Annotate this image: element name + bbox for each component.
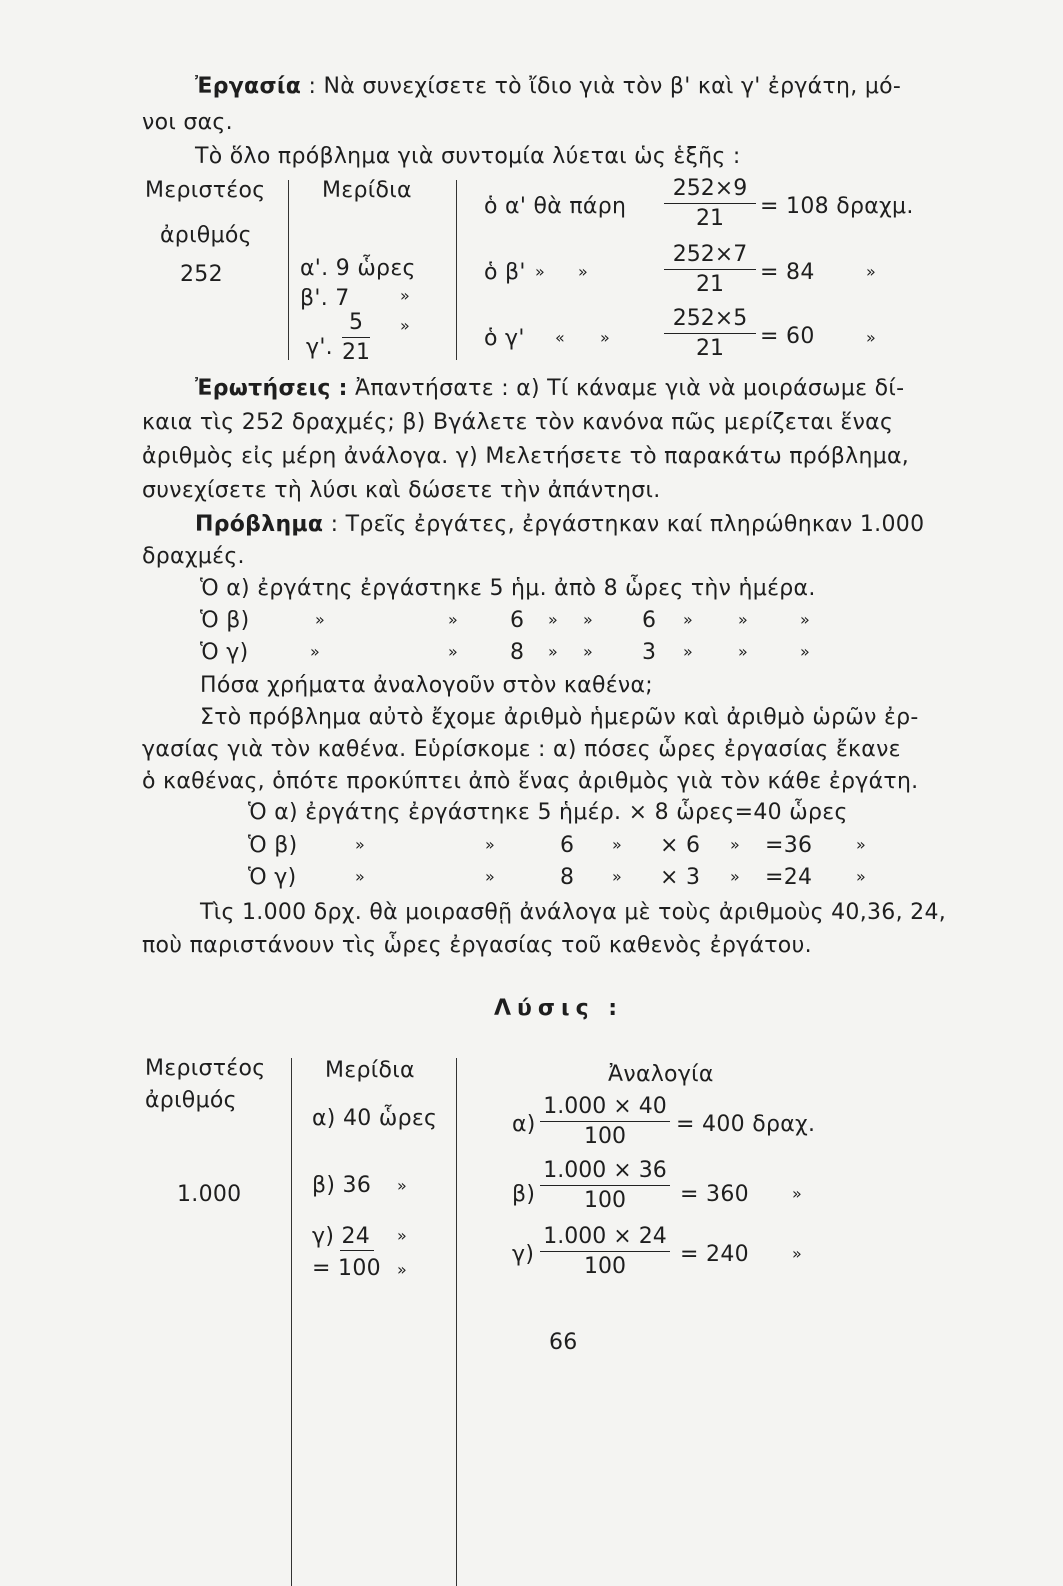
t2-sum-line [340, 1250, 374, 1251]
worker-b-ditto-6: » [738, 610, 749, 629]
calc-c-label: Ὁ γ) [248, 865, 297, 890]
t2-header-dividend: Μεριστέος [145, 1056, 266, 1081]
problem-question: Πόσα χρήματα ἀναλογοῦν στὸν καθένα; [200, 673, 654, 698]
t2-row-c-fraction [540, 1226, 670, 1278]
t2-header-ratio: Ἀναλογία [608, 1062, 714, 1087]
solution-heading: Λύσις : [494, 996, 624, 1021]
t1-divider-2 [456, 180, 457, 360]
calc-c-ditto-3: » [612, 867, 623, 886]
t1-header-shares: Μερίδια [322, 178, 412, 203]
problem-line-2: δραχμές. [142, 544, 245, 569]
t1-row-b-who: ὁ β' [484, 260, 526, 285]
calc-worker-a: Ὁ α) ἐργάτης ἐργάστηκε 5 ἡμέρ. × 8 ὧρες=40 ὧρες [248, 800, 848, 825]
questions-label: Ἐρωτήσεις : [195, 376, 348, 401]
calc-c-ditto-1: » [355, 867, 366, 886]
problem-text-1: : Τρεῖς ἐργάτες, ἐργάστηκαν καί πληρώθηκαν 1.000 [330, 512, 925, 537]
t1-share-b: β'. 7 [300, 286, 350, 311]
problem-para-2: γασίας γιὰ τὸν καθένα. Εὑρίσκομε : α) πόσες ὧρες ἐργασίας ἔκανε [142, 737, 901, 762]
worker-b-ditto-2: » [448, 610, 459, 629]
t1-row-c-den: 21 [664, 333, 756, 360]
t1-row-c-ditto-3: » [866, 328, 877, 347]
t2-row-b-num: 1.000 × 36 [543, 1158, 667, 1183]
worker-b-hours: 6 [642, 608, 657, 633]
calc-b-mult: × 6 [660, 833, 701, 858]
worker-b-ditto-3: » [548, 610, 559, 629]
worker-b-ditto-5: » [683, 610, 694, 629]
t2-row-c-ditto: » [792, 1244, 803, 1263]
t2-row-b-fraction [540, 1160, 670, 1212]
t1-row-c-result: = 60 [760, 324, 815, 349]
t2-share-b-ditto: » [397, 1176, 408, 1195]
t1-row-b-ditto-3: » [866, 262, 877, 281]
questions-line-3: ἀριθμὸς εἰς μέρη ἀνάλογα. γ) Μελετήσετε τὸ παρακάτω πρόβλημα, [142, 444, 910, 469]
t1-dividend-value: 252 [180, 262, 223, 287]
t1-share-c: γ'. [306, 335, 333, 360]
worker-b-label: Ὁ β) [200, 608, 250, 633]
t2-row-a-den: 100 [540, 1121, 670, 1148]
t2-share-c: γ) 24 [312, 1224, 371, 1249]
worker-c-ditto-6: » [738, 642, 749, 661]
t2-row-c-label: γ) [512, 1242, 535, 1267]
t2-share-a: α) 40 ὧρες [312, 1106, 438, 1131]
problem-para-1: Στὸ πρόβλημα αὐτὸ ἔχομε ἀριθμὸ ἡμερῶν καὶ ἀριθμὸ ὡρῶν ἐρ- [200, 705, 919, 730]
worker-c-ditto-4: » [583, 642, 594, 661]
t2-share-sum-ditto: » [397, 1260, 408, 1279]
t1-share-c-den: 21 [342, 337, 370, 364]
calc-c-ditto-5: » [856, 867, 867, 886]
worker-c-ditto-1: » [310, 642, 321, 661]
t1-row-b-ditto-1: » [535, 262, 546, 281]
t2-divider-1 [291, 1058, 292, 1586]
t2-dividend-value: 1.000 [177, 1182, 242, 1207]
intro-text-1: : Νὰ συνεχίσετε τὸ ἴδιο γιὰ τὸν β' καὶ γ' ἐργάτη, μό- [308, 74, 902, 99]
intro-line-2: νοι σας. [142, 110, 233, 135]
worker-b-ditto-7: » [800, 610, 811, 629]
calc-b-label: Ὁ β) [248, 833, 298, 858]
t1-share-c-ditto: » [400, 316, 411, 335]
t1-row-a-who: ὁ α' θὰ πάρη [484, 194, 627, 219]
worker-c-ditto-7: » [800, 642, 811, 661]
t1-row-c-fraction [664, 308, 756, 360]
problem-worker-a: Ὁ α) ἐργάτης ἐργάστηκε 5 ἡμ. ἀπὸ 8 ὧρες τὴν ἡμέρα. [200, 576, 816, 601]
worker-c-hours: 3 [642, 640, 657, 665]
t1-row-a-result: = 108 δραχμ. [760, 194, 914, 219]
calc-b-ditto-2: » [485, 835, 496, 854]
t2-row-a-result: = 400 δραχ. [676, 1112, 816, 1137]
t1-row-b-result: = 84 [760, 260, 815, 285]
t2-divider-2 [456, 1058, 457, 1586]
t1-row-c-num: 252×5 [672, 306, 748, 331]
worker-c-ditto-3: » [548, 642, 559, 661]
t2-row-c-result: = 240 [680, 1242, 749, 1267]
t2-header-shares: Μερίδια [325, 1058, 415, 1083]
t1-row-b-ditto-2: » [578, 262, 589, 281]
t2-row-b-label: β) [512, 1182, 536, 1207]
questions-line-4: συνεχίσετε τὴ λύσι καὶ δώσετε τὴν ἀπάντησι. [142, 478, 661, 503]
calc-b-ditto-1: » [355, 835, 366, 854]
t2-row-a-label: α) [512, 1112, 536, 1137]
t1-row-c-ditto-2: » [600, 328, 611, 347]
t2-share-sum: = 100 [312, 1256, 381, 1281]
worker-b-ditto-1: » [315, 610, 326, 629]
t1-row-b-den: 21 [664, 269, 756, 296]
t1-row-b-fraction [664, 244, 756, 296]
t1-row-a-fraction [664, 178, 756, 230]
t2-row-b-ditto: » [792, 1184, 803, 1203]
calc-b-ditto-4: » [730, 835, 741, 854]
t1-row-a-num: 252×9 [672, 176, 748, 201]
worker-c-days: 8 [510, 640, 525, 665]
t2-header-number: ἀριθμός [145, 1088, 237, 1113]
t2-row-a-fraction [540, 1096, 670, 1148]
total-line-1: Τὶς 1.000 δρχ. θὰ μοιρασθῇ ἀνάλογα μὲ τοὺς ἀριθμοὺς 40,36, 24, [200, 900, 947, 925]
t2-share-b: β) 36 [312, 1173, 372, 1198]
problem-para-3: ὁ καθένας, ὁπότε προκύπτει ἀπὸ ἕνας ἀριθμὸς γιὰ τὸν κάθε ἐργάτη. [142, 769, 919, 794]
t1-share-b-ditto: » [400, 286, 411, 305]
worker-b-ditto-4: » [583, 610, 594, 629]
t1-row-a-den: 21 [664, 203, 756, 230]
t2-row-b-den: 100 [540, 1185, 670, 1212]
t1-divider-1 [288, 180, 289, 360]
calc-c-result: =24 [765, 865, 813, 890]
calc-b-ditto-3: » [612, 835, 623, 854]
t1-row-b-num: 252×7 [672, 242, 748, 267]
page-number: 66 [549, 1330, 578, 1355]
calc-b-result: =36 [765, 833, 813, 858]
t2-share-c-ditto: » [397, 1226, 408, 1245]
worker-c-label: Ὁ γ) [200, 640, 249, 665]
questions-text-1: Ἀπαντήσατε : α) Τί κάναμε γιὰ νὰ μοιράσωμε δί- [355, 376, 905, 401]
calc-c-mult: × 3 [660, 865, 701, 890]
t1-header-number: ἀριθμός [160, 223, 252, 248]
t1-header-dividend: Μεριστέος [145, 178, 266, 203]
t2-row-b-result: = 360 [680, 1182, 749, 1207]
intro-line-1 [195, 76, 901, 98]
intro-label: Ἐργασία [195, 74, 302, 99]
t1-share-a: α'. 9 ὧρες [300, 256, 416, 281]
t2-row-c-num: 1.000 × 24 [543, 1224, 667, 1249]
t1-share-c-fraction [342, 312, 370, 364]
questions-line-1 [195, 378, 904, 400]
worker-b-days: 6 [510, 608, 525, 633]
questions-line-2: καια τὶς 252 δραχμές; β) Βγάλετε τὸν κανόνα πῶς μερίζεται ἕνας [142, 410, 894, 435]
t2-row-a-num: 1.000 × 40 [543, 1094, 667, 1119]
problem-line-1 [195, 514, 924, 536]
calc-b-ditto-5: » [856, 835, 867, 854]
t2-row-c-den: 100 [540, 1251, 670, 1278]
calc-c-ditto-4: » [730, 867, 741, 886]
calc-c-days: 8 [560, 865, 575, 890]
t1-share-c-num: 5 [349, 310, 363, 335]
worker-c-ditto-5: » [683, 642, 694, 661]
intro-line-3: Τὸ ὅλο πρόβλημα γιὰ συντομία λύεται ὡς ἑξῆς : [195, 144, 741, 169]
calc-c-ditto-2: » [485, 867, 496, 886]
calc-b-days: 6 [560, 833, 575, 858]
t1-row-c-ditto-1: « [555, 328, 566, 347]
t1-row-c-who: ὁ γ' [484, 326, 525, 351]
worker-c-ditto-2: » [448, 642, 459, 661]
problem-label: Πρόβλημα [195, 512, 324, 537]
total-line-2: ποὺ παριστάνουν τὶς ὧρες ἐργασίας τοῦ καθενὸς ἐργάτου. [142, 933, 812, 958]
